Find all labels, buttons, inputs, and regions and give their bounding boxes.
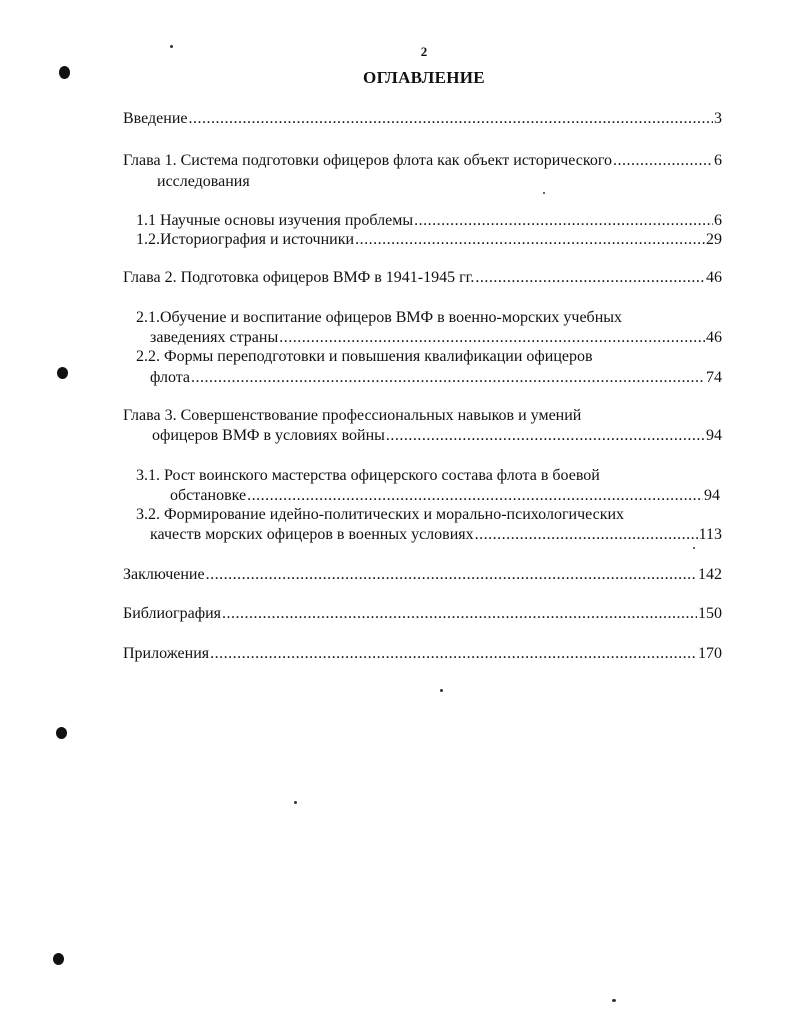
- toc-entry-label: Введение: [123, 110, 188, 127]
- dot-leader: [386, 425, 705, 446]
- dot-leader: [414, 210, 713, 231]
- toc-entry-conclusion: [123, 564, 722, 585]
- toc-entry-section-3-1: 3.1. Рост воинского мастерства офицерского состава флота в боевой: [136, 467, 600, 484]
- toc-entry-section-1-1: [136, 210, 722, 231]
- toc-entry-label: флота: [150, 369, 191, 386]
- toc-entry-chapter-2: [123, 267, 722, 288]
- toc-page-number: 142: [698, 566, 722, 583]
- toc-entry-continuation: [150, 367, 722, 388]
- toc-entry-continuation: исследования: [157, 173, 250, 190]
- dot-leader: [475, 524, 698, 545]
- toc-entry-label: Приложения: [123, 645, 210, 662]
- dot-leader: [355, 229, 705, 250]
- toc-entry-section-3-2: 3.2. Формирование идейно-политических и морально-психологических: [136, 506, 625, 523]
- dot-leader: [189, 108, 714, 129]
- toc-entry-bibliography: [123, 603, 722, 624]
- toc-entry-label: Заключение: [123, 566, 205, 583]
- toc-entry-section-1-2: [136, 229, 722, 250]
- toc-entry-label: Глава 2. Подготовка офицеров ВМФ в 1941-1945 гг.: [123, 269, 475, 286]
- scan-speck: [612, 999, 616, 1002]
- toc-entry-chapter-3: Глава 3. Совершенствование профессиональных навыков и умений: [123, 407, 582, 424]
- toc-entry-continuation: [152, 425, 722, 446]
- toc-entry-label: 1.2.Историография и источники: [136, 231, 355, 248]
- dot-leader: [613, 150, 713, 171]
- dot-leader: [222, 603, 697, 624]
- binder-hole-mark: [57, 367, 68, 379]
- toc-entry-label: обстановке: [170, 487, 247, 504]
- scan-speck: [294, 801, 297, 804]
- toc-entry-chapter-1: [123, 150, 722, 171]
- binder-hole-mark: [56, 727, 67, 739]
- toc-page-number: 94: [706, 427, 722, 444]
- toc-page-number: 6: [714, 212, 722, 229]
- scan-speck: [543, 192, 545, 194]
- binder-hole-mark: [53, 953, 64, 965]
- toc-entry-label: Библиография: [123, 605, 221, 622]
- toc-entry-continuation: [150, 524, 722, 545]
- toc-page-number: 6: [714, 152, 722, 169]
- dot-leader: [475, 267, 705, 288]
- toc-entry-label: 1.1 Научные основы изучения проблемы: [136, 212, 414, 229]
- toc-page-number: 46: [706, 269, 722, 286]
- scan-speck: [440, 689, 443, 692]
- toc-entry-label: заведениях страны: [150, 329, 279, 346]
- dot-leader: [210, 643, 697, 664]
- dot-leader: [206, 564, 697, 585]
- dot-leader: [247, 485, 703, 506]
- scan-speck: [170, 45, 173, 48]
- toc-entry-appendices: [123, 643, 722, 664]
- page-number: 2: [420, 44, 428, 59]
- toc-page-number: 29: [706, 231, 722, 248]
- toc-entry-continuation: [170, 485, 720, 506]
- toc-page-number: 170: [698, 645, 722, 662]
- toc-page-number: 46: [706, 329, 722, 346]
- dot-leader: [191, 367, 705, 388]
- toc-entry-label: Глава 1. Система подготовки офицеров флота как объект исторического: [123, 152, 613, 169]
- toc-entry-section-2-1: 2.1.Обучение и воспитание офицеров ВМФ в военно-морских учебных: [136, 309, 622, 326]
- toc-page-number: 74: [706, 369, 722, 386]
- toc-page-number: 3: [714, 110, 722, 127]
- toc-entry-label: офицеров ВМФ в условиях войны: [152, 427, 385, 444]
- toc-page-number: 150: [698, 605, 722, 622]
- toc-entry-intro: [123, 108, 722, 129]
- toc-entry-continuation: [150, 327, 722, 348]
- toc-page-number: 94: [704, 487, 720, 504]
- dot-leader: [279, 327, 705, 348]
- toc-entry-section-2-2: 2.2. Формы переподготовки и повышения квалификации офицеров: [136, 348, 593, 365]
- toc-entry-label: качеств морских офицеров в военных условиях: [150, 526, 474, 543]
- page-title: ОГЛАВЛЕНИЕ: [363, 68, 485, 87]
- binder-hole-mark: [59, 66, 70, 79]
- toc-page-number: 113: [698, 526, 722, 543]
- scan-speck: [693, 547, 695, 549]
